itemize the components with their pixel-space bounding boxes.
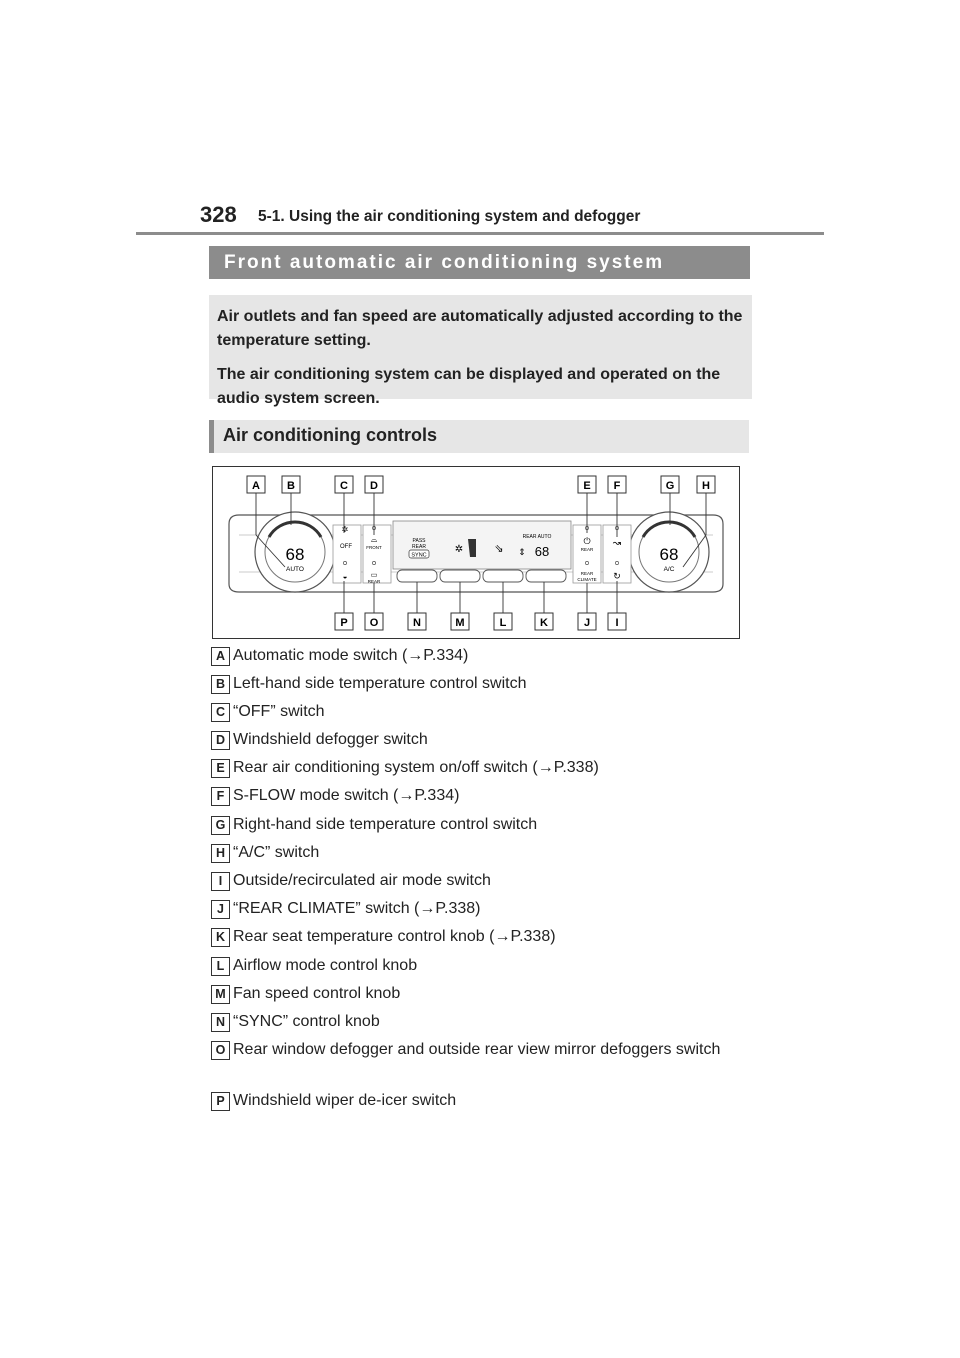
- legend-badge-m: M: [211, 985, 230, 1004]
- header-rule: [136, 232, 824, 235]
- callout-k: K: [540, 617, 548, 629]
- center-temp-readout: 68: [534, 544, 550, 559]
- legend-text-g: Right-hand side temperature control switch: [233, 816, 538, 833]
- subhead-text: Air conditioning controls: [223, 425, 437, 445]
- control-panel-diagram: [212, 466, 740, 639]
- callout-o: O: [369, 617, 379, 629]
- legend-text-c: “OFF” switch: [233, 703, 325, 720]
- section-title: 5-1. Using the air conditioning system and defogger: [258, 208, 641, 225]
- legend-badge-b: B: [211, 675, 230, 694]
- legend-badge-n: N: [211, 1013, 230, 1032]
- pass-rear-label: REAR: [412, 544, 426, 550]
- rear-defog-icon: ▭: [370, 572, 378, 579]
- legend-text-o: Rear window defogger and outside rear view mirror defoggers switch: [233, 1041, 721, 1058]
- legend-text-n: “SYNC” control knob: [233, 1013, 380, 1030]
- airflow-icon: ⇘: [494, 543, 504, 555]
- callout-n: N: [413, 617, 421, 629]
- intro-box: [209, 295, 752, 407]
- windshield-defog-icon: ⌓: [370, 535, 378, 544]
- callout-l: L: [499, 617, 507, 629]
- legend-text-b: Left-hand side temperature control switch: [233, 675, 527, 692]
- legend-badge-d: D: [211, 731, 230, 750]
- legend-badge-p: P: [211, 1092, 230, 1111]
- rear-label: REAR: [367, 579, 381, 584]
- callout-e: E: [583, 480, 591, 492]
- sync-knob[interactable]: [397, 570, 437, 582]
- callout-c: C: [340, 480, 348, 492]
- legend-text-m: Fan speed control knob: [233, 985, 401, 1002]
- fan-icon: ✲: [454, 544, 464, 555]
- bottom-callouts: [335, 613, 626, 630]
- legend-badge-e: E: [211, 759, 230, 778]
- airflow-knob[interactable]: [483, 570, 523, 582]
- legend-badge-l: L: [211, 957, 230, 976]
- rear-small-label: REAR: [580, 547, 594, 552]
- callout-j: J: [583, 617, 591, 629]
- callout-a: A: [252, 480, 260, 492]
- fan-off-icon: ✲: [341, 525, 349, 534]
- top-callouts: [247, 476, 715, 493]
- legend-badge-o: O: [211, 1041, 230, 1060]
- legend-text-e: Rear air conditioning system on/off switch (→P.338): [233, 759, 599, 776]
- right-temp-readout: 68: [659, 545, 679, 564]
- callout-p: P: [340, 617, 348, 629]
- legend-text-l: Airflow mode control knob: [233, 957, 418, 974]
- pass-label: PASS: [412, 538, 426, 544]
- legend-badge-h: H: [211, 844, 230, 863]
- rear-climate-label-1: REAR: [580, 571, 594, 576]
- left-mode-readout: AUTO: [286, 566, 304, 573]
- callout-g: G: [665, 480, 675, 492]
- legend-badge-i: I: [211, 872, 230, 891]
- page-number: 328: [200, 202, 237, 227]
- legend-badge-k: K: [211, 928, 230, 947]
- sync-label: SYNC: [411, 552, 427, 559]
- legend-badge-c: C: [211, 703, 230, 722]
- callout-m: M: [455, 617, 465, 629]
- callout-f: F: [613, 480, 621, 492]
- legend-text-j: “REAR CLIMATE” switch (→P.338): [233, 900, 481, 917]
- legend-badge-g: G: [211, 816, 230, 835]
- legend-text-p: Windshield wiper de-icer switch: [233, 1092, 457, 1109]
- title-bar: [209, 246, 750, 279]
- legend-text-i: Outside/recirculated air mode switch: [233, 872, 491, 889]
- callout-i: I: [615, 617, 619, 629]
- legend-text-a: Automatic mode switch (→P.334): [233, 647, 469, 664]
- off-label: OFF: [340, 544, 352, 550]
- left-temp-readout: 68: [285, 545, 305, 564]
- callout-b: B: [287, 480, 295, 492]
- wiper-icon: ◒: [342, 572, 348, 581]
- legend-text-k: Rear seat temperature control knob (→P.338): [233, 928, 556, 945]
- recirculation-icon: ↻: [613, 571, 621, 581]
- legend-badge-f: F: [211, 787, 230, 806]
- legend-text-d: Windshield defogger switch: [233, 731, 428, 748]
- legend-text-f: S-FLOW mode switch (→P.334): [233, 787, 460, 804]
- legend-text-h: “A/C” switch: [233, 844, 320, 861]
- front-label: FRONT: [366, 545, 382, 550]
- subhead: [209, 420, 749, 453]
- s-flow-icon: ↝: [612, 538, 622, 549]
- title-bar-text: Front automatic air conditioning system: [224, 252, 665, 273]
- rear-auto-label: REAR AUTO: [522, 534, 552, 540]
- intro-paragraph-1: Air outlets and fan speed are automatically adjusted according to the temperature setting.: [217, 308, 743, 349]
- callout-h: H: [702, 480, 710, 492]
- intro-paragraph-2: The air conditioning system can be displayed and operated on the audio system screen.: [217, 366, 721, 407]
- rear-climate-label-2: CLIMATE: [577, 577, 597, 582]
- right-mode-readout: A/C: [663, 566, 675, 573]
- rear-temp-knob[interactable]: [526, 570, 566, 582]
- callout-d: D: [370, 480, 378, 492]
- power-icon: ⏻: [583, 536, 591, 546]
- legend-badge-a: A: [211, 647, 230, 666]
- control-panel-illustration: [213, 467, 739, 638]
- fan-speed-knob[interactable]: [440, 570, 480, 582]
- up-down-icon: ⇕: [518, 547, 526, 557]
- legend-badge-j: J: [211, 900, 230, 919]
